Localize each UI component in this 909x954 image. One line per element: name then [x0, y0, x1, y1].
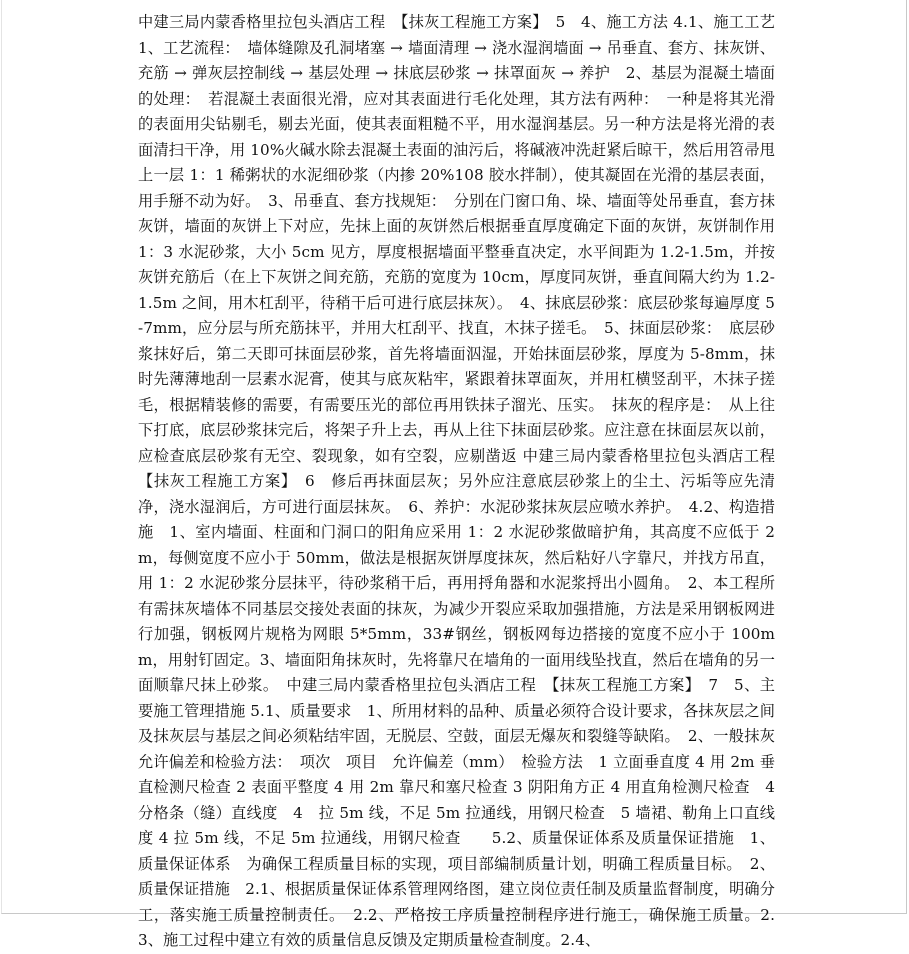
document-body-text: 中建三局内蒙香格里拉包头酒店工程 【抹灰工程施工方案】 5 4、施工方法 4.1、施工工艺 1、工艺流程： 墙体缝隙及孔洞堵塞 → 墙面清理 → 浇水湿润墙面 → 吊垂直、套方、抹灰饼、充筋 → 弹灰层控制线 → 基层处理 → 抹底层砂浆 → 抹罩面灰 → 养护 2、基层为混凝土墙面的处理： 若混凝土表面很光滑，应对其表面进行毛化处理，其方法有两种： 一种是将其光滑的表面用尖钻剔毛，剔去光面，使其表面粗糙不平，用水湿润基层。另一种方法是将光滑的表面清扫干净，用 10%火碱水除去混凝土表面的油污后，将碱液冲洗赶紧后晾干，然后用笤帚甩上一层 1：1 稀粥状的水泥细砂浆（内掺 20%108 胶水拌制），使其凝固在光滑的基层表面，用手掰不动为好。 3、吊垂直、套方找规矩： 分别在门窗口角、垛、墙面等处吊垂直，套方抹灰饼，墙面的灰饼上下对应，先抹上面的灰饼然后根据垂直厚度确定下面的灰饼，灰饼制作用 1：3 水泥砂浆，大小 5cm 见方，厚度根据墙面平整垂直决定，水平间距为 1.2-1.5m，并按灰饼充筋后（在上下灰饼之间充筋，充筋的宽度为 10cm，厚度同灰饼，垂直间隔大约为 1.2-1.5m 之间，用木杠刮平，待稍干后可进行底层抹灰）。 4、抹底层砂浆：底层砂浆每遍厚度 5-7mm，应分层与所充筋抹平，并用大杠刮平、找直，木抹子搓毛。 5、抹面层砂浆： 底层砂浆抹好后，第二天即可抹面层砂浆，首先将墙面泅湿，开始抹面层砂浆，厚度为 5-8mm，抹时先薄薄地刮一层素水泥膏，使其与底灰粘牢，紧跟着抹罩面灰，并用杠横竖刮平，木抹子搓毛，根据精装修的需要，有需要压光的部位再用铁抹子溜光、压实。 抹灰的程序是： 从上往下打底，底层砂浆抹完后，将架子升上去，再从上往下抹面层砂浆。应注意在抹面层灰以前，应检查底层砂浆有无空、裂现象，如有空裂，应剔凿返 中建三局内蒙香格里拉包头酒店工程 【抹灰工程施工方案】 6 修后再抹面层灰；另外应注意底层砂浆上的尘土、污垢等应先清净，浇水湿润后，方可进行面层抹灰。 6、养护：水泥砂浆抹灰层应喷水养护。 4.2、构造措施 1、室内墙面、柱面和门洞口的阳角应采用 1：2 水泥砂浆做暗护角，其高度不应低于 2m，每侧宽度不应小于 50mm，做法是根据灰饼厚度抹灰，然后粘好八字靠尺，并找方吊直，用 1：2 水泥砂浆分层抹平，待砂浆稍干后，再用捋角器和水泥浆捋出小圆角。 2、本工程所有需抹灰墙体不同基层交接处表面的抹灰，为减少开裂应采取加强措施，方法是采用钢板网进行加强，钢板网片规格为网眼 5*5mm，33#钢丝，钢板网每边搭接的宽度不应小于 100mm，用射钉固定。3、墙面阳角抹灰时，先将靠尺在墙角的一面用线坠找直，然后在墙角的另一面顺靠尺抹上砂浆。 中建三局内蒙香格里拉包头酒店工程 【抹灰工程施工方案】 7 5、主要施工管理措施 5.1、质量要求 1、所用材料的品种、质量必须符合设计要求，各抹灰层之间及抹灰层与基层之间必须粘结牢固，无脱层、空鼓，面层无爆灰和裂缝等缺陷。 2、一般抹灰允许偏差和检验方法： 项次 项目 允许偏差（mm） 检验方法 1 立面垂直度 4 用 2m 垂直检测尺检查 2 表面平整度 4 用 2m 靠尺和塞尺检查 3 阴阳角方正 4 用直角检测尺检查 4 分格条（缝）直线度 4 拉 5m 线，不足 5m 拉通线，用钢尺检查 5 墙裙、勒角上口直线 度 4 拉 5m 线，不足 5m 拉通线，用钢尺检查 5.2、质量保证体系及质量保证措施 1、质量保证体系 为确保工程质量目标的实现，项目部编制质量计划，明确工程质量目标。 2、质量保证措施 2.1、根据质量保证体系管理网络图，建立岗位责任制及质量监督制度，明确分工，落实施工质量控制责任。 2.2、严格按工序质量控制程序进行施工，确保施工质量。2.3、施工过程中建立有效的质量信息反馈及定期质量检查制度。2.4、 [138, 13, 791, 949]
